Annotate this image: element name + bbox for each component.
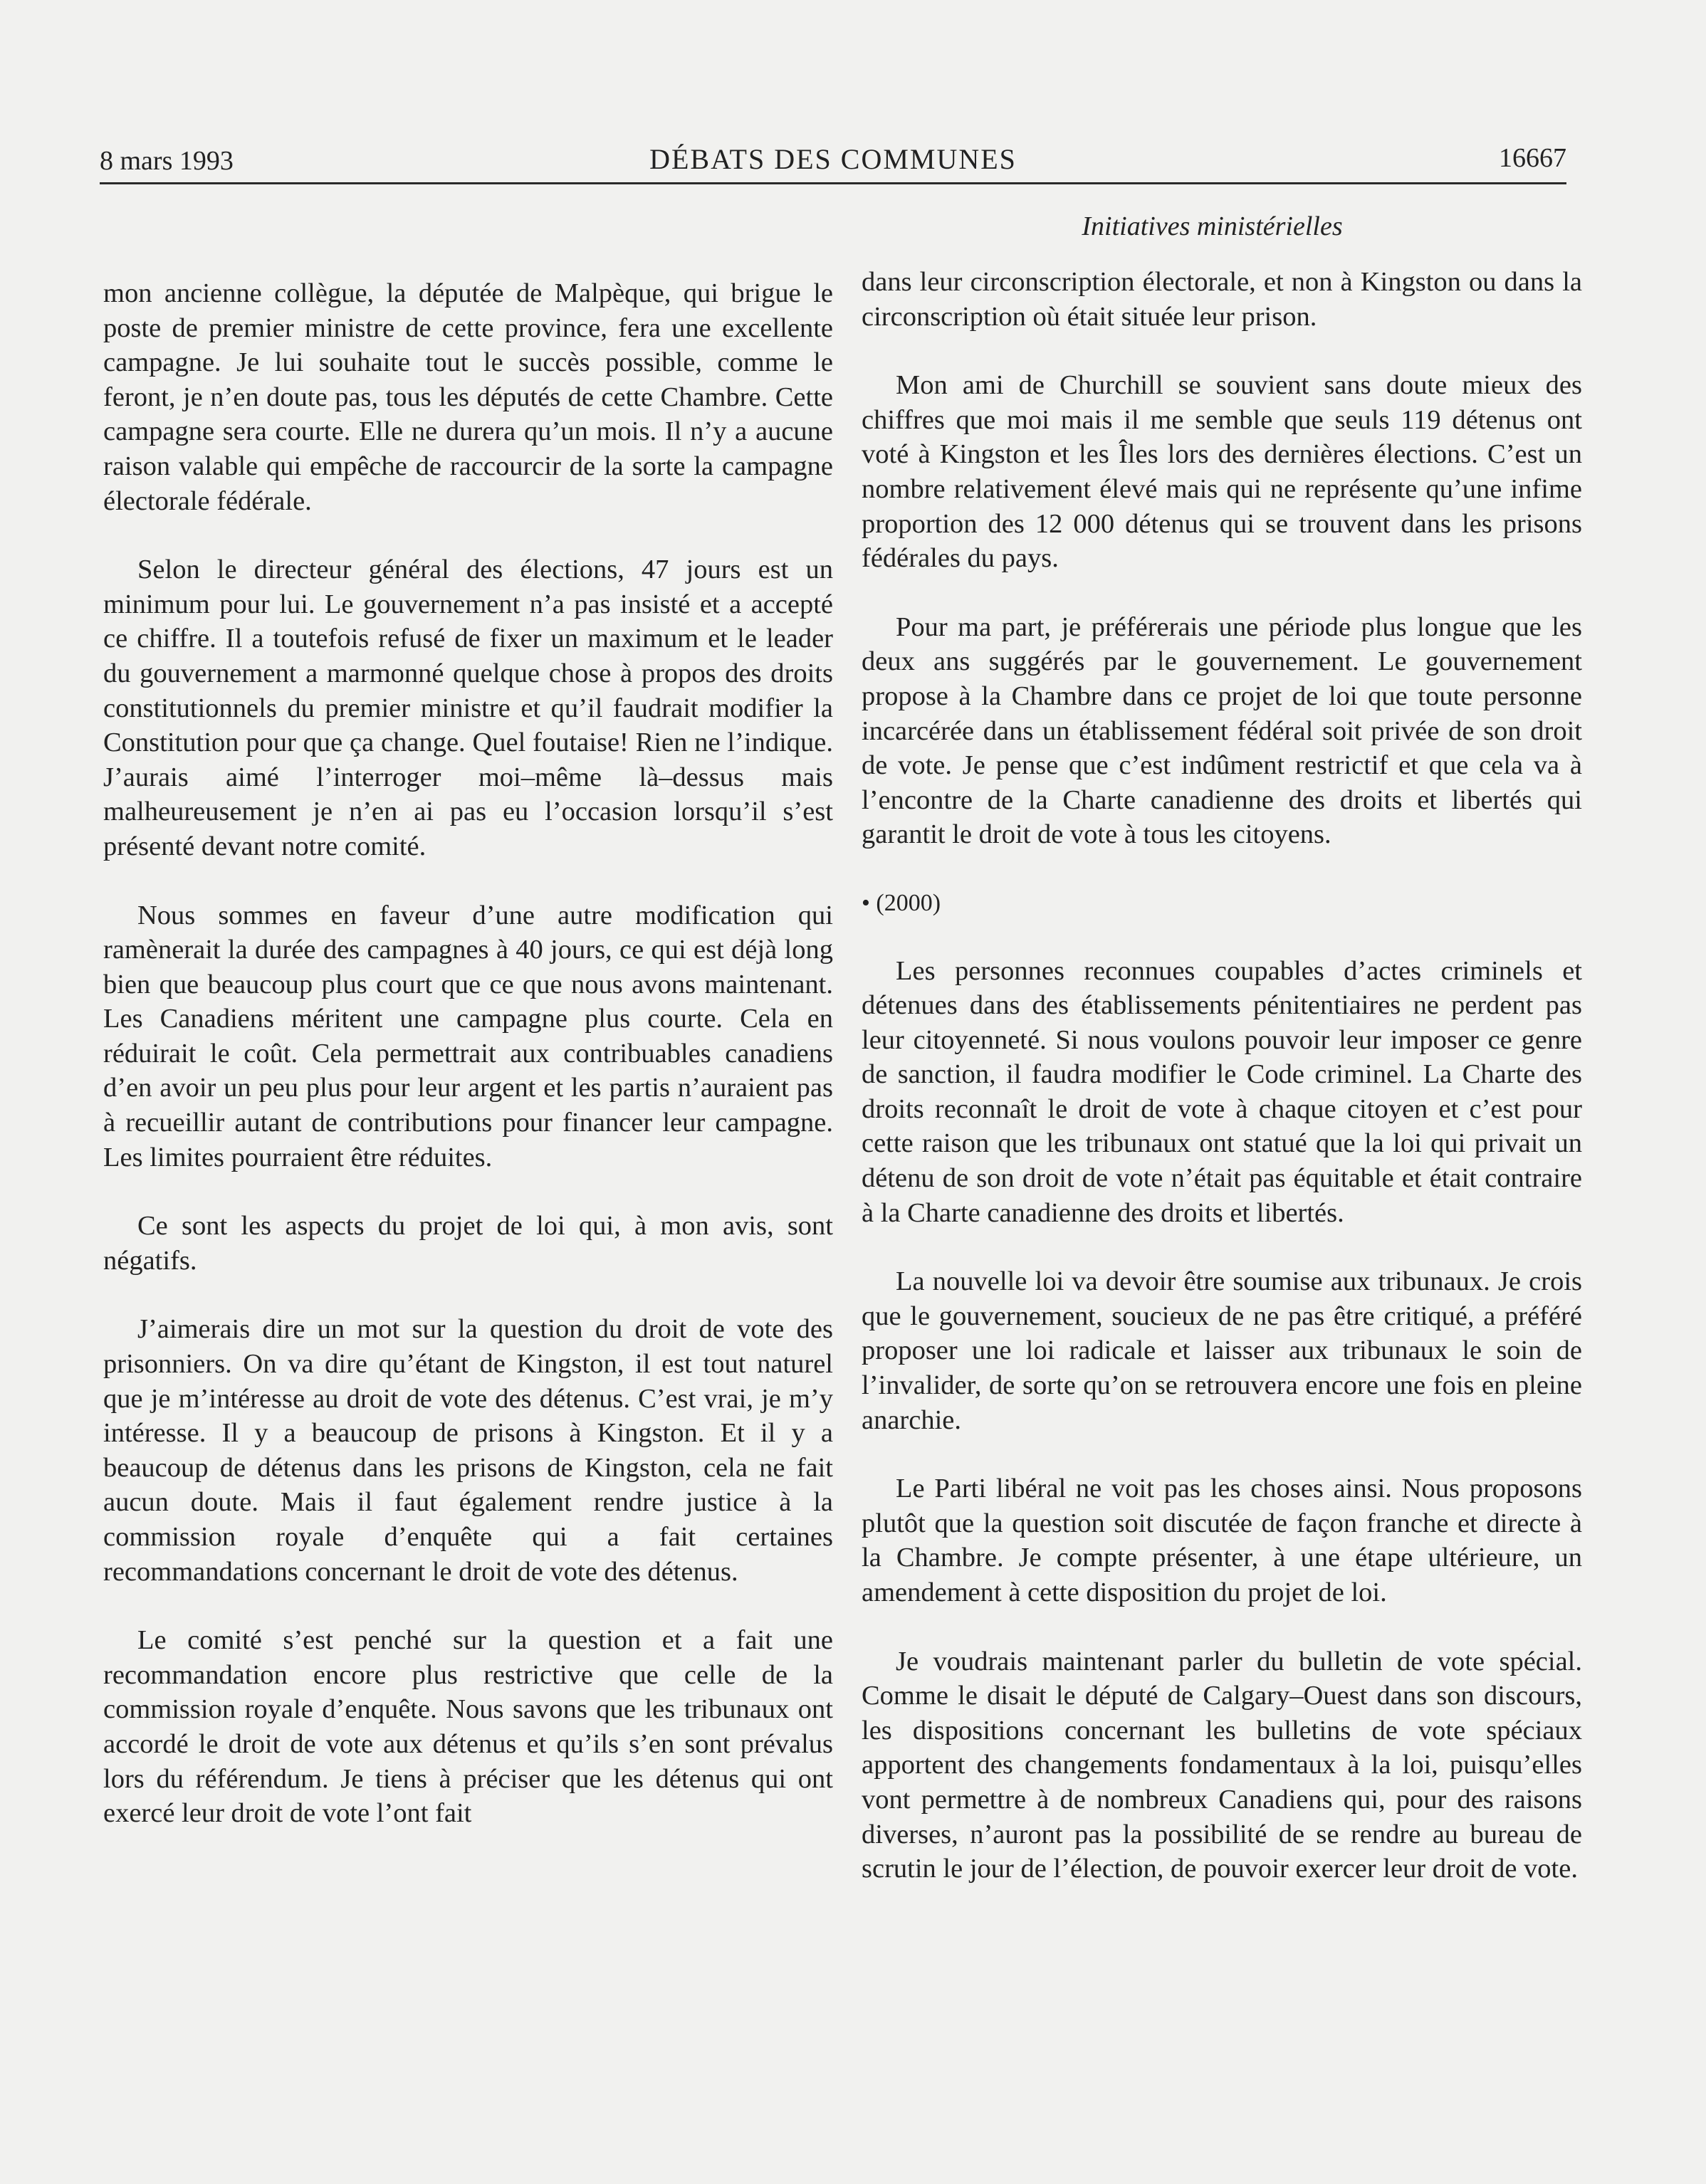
paragraph: Ce sont les aspects du projet de loi qui, à mon avis, sont négatifs. — [103, 1211, 833, 1276]
paragraph: Selon le directeur général des élections, 47 jours est un minimum pour lui. Le gouvernement n’a pas insisté et a accepté ce chiffre. Il a toutefois refusé de fixer un maximum et le leader du gouvernement a marmonné quelque chose à propos des droits constitutionnels du premier ministre et qu’il faudrait modifier la Constitution pour que ça change. Quel foutaise! Rien ne l’indique. J’aurais aimé l’interroger moi–même là–dessus mais malheureusement je n’en ai pas eu l’occasion lorsqu’il s’est présenté devant notre comité. — [103, 555, 833, 861]
paragraph: dans leur circonscription électorale, et non à Kingston ou dans la circonscription où était située leur prison. — [862, 267, 1582, 332]
left-column — [103, 276, 833, 1865]
paragraph: Nous sommes en faveur d’une autre modification qui ramènerait la durée des campagnes à 40 jours, ce qui est déjà long bien que beaucoup plus court que ce que nous avons maintenant. Les Canadiens méritent une campagne plus courte. Cela en réduirait le coût. Cela permettrait aux contribuables canadiens d’en avoir un peu plus pour leur argent et les partis n’auraient pas à recueillir autant de contributions pour financer leur campagne. Les limites pourraient être réduites. — [103, 900, 833, 1172]
paragraph: Les personnes reconnues coupables d’actes criminels et détenues dans des établissements pénitentiaires ne perdent pas leur citoyenneté. Si nous voulons pouvoir leur imposer ce genre de sanction, il faudra modifier le Code criminel. La Charte des droits reconnaît le droit de vote à chaque citoyen et c’est pour cette raison que les tribunaux ont statué que la loi qui privait un détenu de son droit de vote n’était pas équitable et était contraire à la Charte canadienne des droits et libertés. — [862, 955, 1582, 1228]
header-date: 8 mars 1993 — [100, 146, 234, 176]
paragraph: Pour ma part, je préférerais une période plus longue que les deux ans suggérés par le gouvernement. Le gouvernement propose à la Chambre dans ce projet de loi que toute personne incarcérée dans un établissement fédéral soit privée de son droit de vote. Je pense que c’est indûment restrictif et que cela va à l’encontre de la Charte canadienne des droits et libertés qui garantit le droit de vote à tous les citoyens. — [862, 611, 1582, 850]
paragraph: J’aimerais dire un mot sur la question du droit de vote des prisonniers. On va dire qu’étant de Kingston, il est tout naturel que je m’intéresse au droit de vote des détenus. C’est vrai, je m’y intéresse. Il y a beaucoup de prisons à Kingston. Et il y a beaucoup de détenus dans les prisons de Kingston, cela ne fait aucun doute. Mais il faut également rendre justice à la commission royale d’enquête qui a fait certaines recommandations concernant le droit de vote des détenus. — [103, 1314, 833, 1587]
paragraph: Le comité s’est penché sur la question et a fait une recommandation encore plus restrictive que celle de la commission royale d’enquête. Nous savons que les tribunaux ont accordé le droit de vote aux détenus et qu’ils s’en sont prévalus lors du référendum. Je tiens à préciser que les détenus qui ont exercé leur droit de vote l’ont fait — [103, 1625, 833, 1829]
header-page-number: 16667 — [1499, 143, 1566, 173]
page-header — [100, 140, 1566, 184]
paragraph: Mon ami de Churchill se souvient sans doute mieux des chiffres que moi mais il me semble que seuls 119 détenus ont voté à Kingston et les Îles lors des dernières élections. C’est un nombre relativement élevé mais qui ne représente qu’une infime proportion des 12 000 détenus qui se trouvent dans les prisons fédérales du pays. — [862, 370, 1582, 574]
time-marker: • (2000) — [862, 889, 941, 916]
section-title: Initiatives ministérielles — [1082, 211, 1343, 241]
paragraph: Le Parti libéral ne voit pas les choses ainsi. Nous proposons plutôt que la question soit discutée de façon franche et directe à la Chambre. Je compte présenter, à une étape ultérieure, un amendement à cette disposition du projet de loi. — [862, 1474, 1582, 1607]
paragraph: Je voudrais maintenant parler du bulletin de vote spécial. Comme le disait le député de Calgary–Ouest dans son discours, les dispositions concernant les bulletins de vote spéciaux apportent des changements fondamentaux à la loi, puisqu’elles vont permettre à de nombreux Canadiens qui, pour des raisons diverses, n’auront pas la possibilité de se rendre au bureau de scrutin le jour de l’élection, de pouvoir exercer leur droit de vote. — [862, 1646, 1582, 1884]
paragraph: La nouvelle loi va devoir être soumise aux tribunaux. Je crois que le gouvernement, soucieux de ne pas être critiqué, a préféré proposer une loi radicale et laisser aux tribunaux le soin de l’invalider, de sorte qu’on se retrouvera encore une fois en pleine anarchie. — [862, 1266, 1582, 1435]
header-title: DÉBATS DES COMMUNES — [649, 143, 1017, 175]
paragraph: mon ancienne collègue, la députée de Malpèque, qui brigue le poste de premier ministre de cette province, fera une excellente campagne. Je lui souhaite tout le succès possible, comme le feront, je n’en doute pas, tous les députés de cette Chambre. Cette campagne sera courte. Elle ne durera qu’un mois. Il n’y a aucune raison valable qui empêche de raccourcir de la sorte la campagne électorale fédérale. — [103, 278, 833, 516]
right-column — [862, 265, 1582, 1921]
